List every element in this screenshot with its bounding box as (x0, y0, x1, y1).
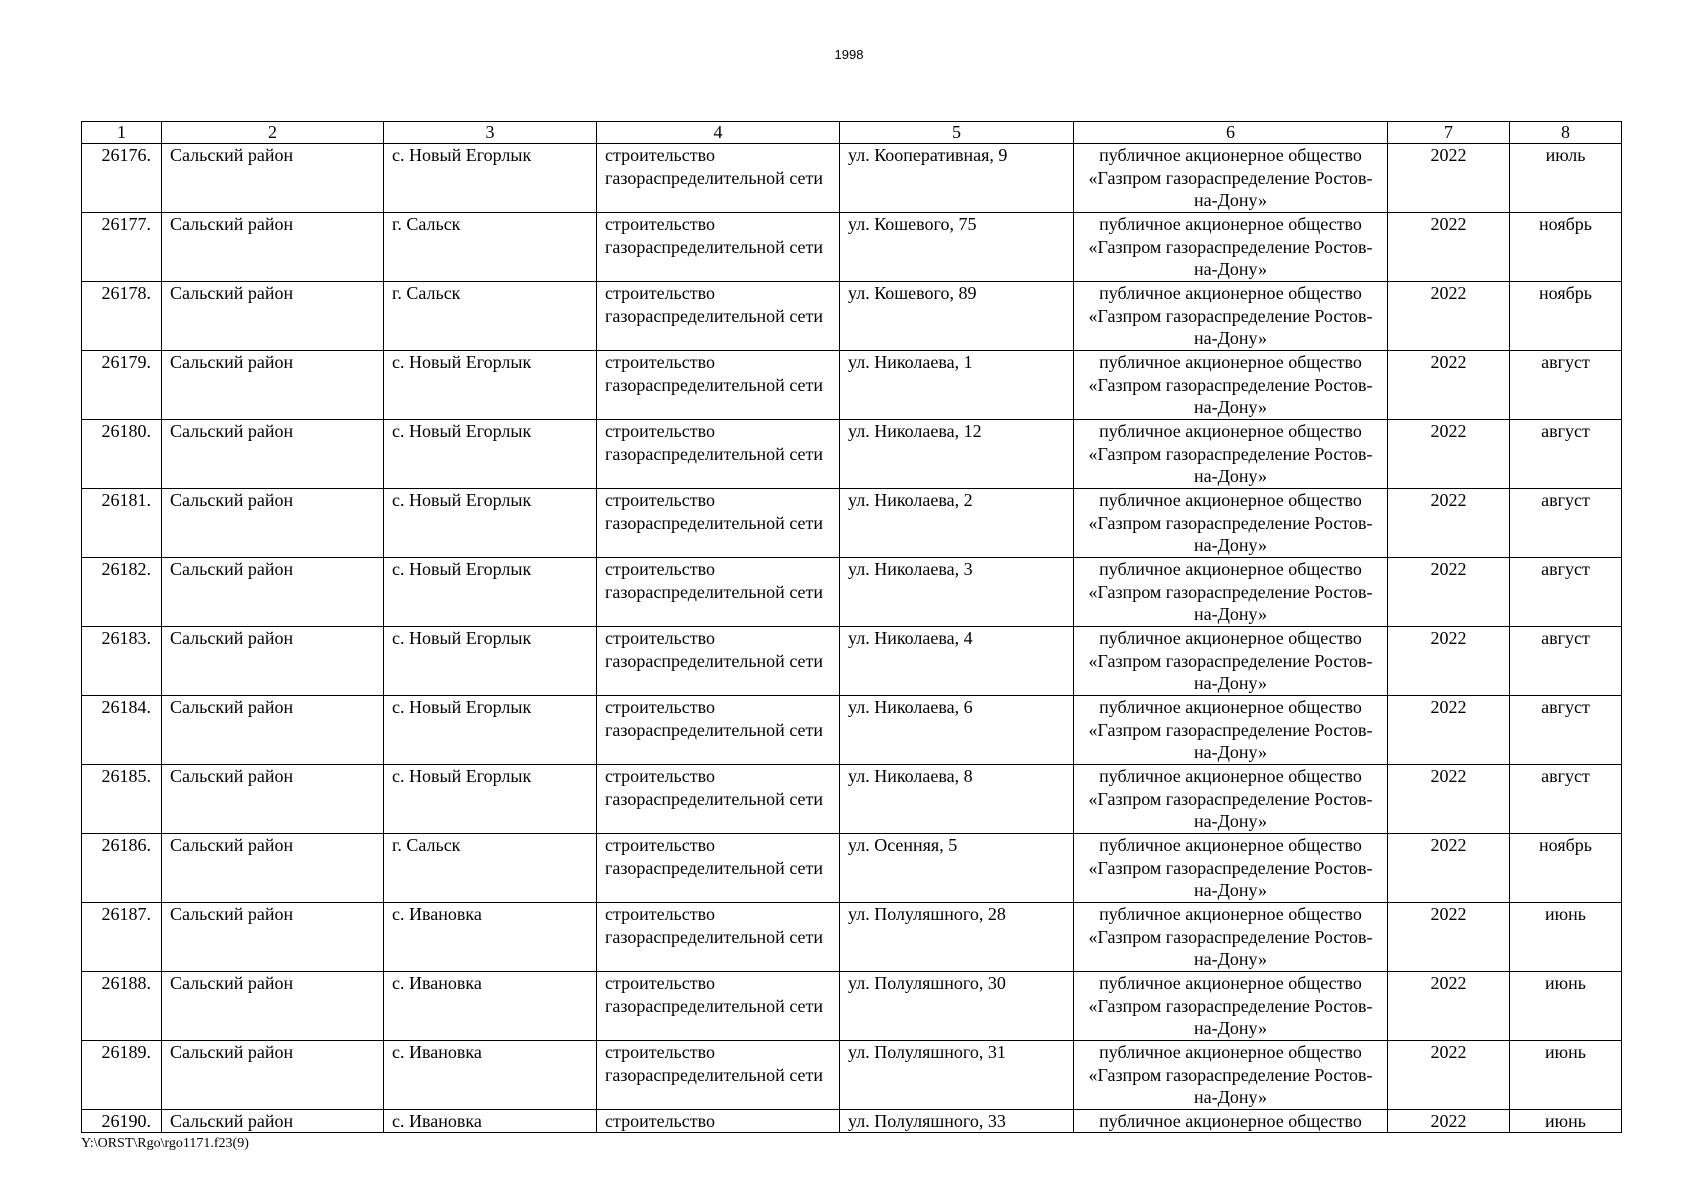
organization-cell: публичное акционерное общество «Газпром газораспределение Ростов-на-Дону» (1074, 144, 1388, 213)
year-cell: 2022 (1388, 627, 1510, 696)
address-cell: ул. Полуляшного, 28 (840, 903, 1074, 972)
register-table (81, 121, 1622, 1133)
settlement-cell: с. Новый Егорлык (384, 627, 597, 696)
address-cell: ул. Полуляшного, 33 (840, 1110, 1074, 1133)
row-number: 26180. (82, 420, 162, 489)
table-row (82, 696, 1622, 765)
year-cell: 2022 (1388, 903, 1510, 972)
district-cell: Сальский район (162, 351, 384, 420)
row-number: 26179. (82, 351, 162, 420)
table-row (82, 1110, 1622, 1133)
work-type-cell: строительство газораспределительной сети (597, 696, 840, 765)
work-type-cell: строительство газораспределительной сети (597, 558, 840, 627)
row-number: 26182. (82, 558, 162, 627)
work-type-cell: строительство газораспределительной сети (597, 765, 840, 834)
table-row (82, 489, 1622, 558)
organization-cell: публичное акционерное общество «Газпром газораспределение Ростов-на-Дону» (1074, 213, 1388, 282)
table-row (82, 144, 1622, 213)
address-cell: ул. Осенняя, 5 (840, 834, 1074, 903)
month-cell: август (1510, 420, 1622, 489)
year-cell: 2022 (1388, 1110, 1510, 1133)
district-cell: Сальский район (162, 282, 384, 351)
work-type-cell: строительство газораспределительной сети (597, 282, 840, 351)
column-header: 2 (162, 122, 384, 144)
table-row (82, 351, 1622, 420)
table-row (82, 282, 1622, 351)
work-type-cell: строительство газораспределительной сети (597, 144, 840, 213)
district-cell: Сальский район (162, 765, 384, 834)
row-number: 26185. (82, 765, 162, 834)
table-body (82, 144, 1622, 1133)
row-number: 26178. (82, 282, 162, 351)
table-row (82, 765, 1622, 834)
work-type-cell: строительство газораспределительной сети (597, 351, 840, 420)
settlement-cell: с. Новый Егорлык (384, 765, 597, 834)
address-cell: ул. Николаева, 2 (840, 489, 1074, 558)
address-cell: ул. Николаева, 6 (840, 696, 1074, 765)
row-number: 26177. (82, 213, 162, 282)
year-cell: 2022 (1388, 1041, 1510, 1110)
row-number: 26188. (82, 972, 162, 1041)
table-row (82, 558, 1622, 627)
settlement-cell: с. Новый Егорлык (384, 420, 597, 489)
settlement-cell: с. Ивановка (384, 903, 597, 972)
organization-cell: публичное акционерное общество «Газпром газораспределение Ростов-на-Дону» (1074, 420, 1388, 489)
organization-cell: публичное акционерное общество (1074, 1110, 1388, 1133)
year-cell: 2022 (1388, 558, 1510, 627)
table-row (82, 1041, 1622, 1110)
table-row (82, 213, 1622, 282)
work-type-cell: строительство газораспределительной сети (597, 489, 840, 558)
year-cell: 2022 (1388, 972, 1510, 1041)
organization-cell: публичное акционерное общество «Газпром газораспределение Ростов-на-Дону» (1074, 627, 1388, 696)
settlement-cell: с. Ивановка (384, 1041, 597, 1110)
district-cell: Сальский район (162, 144, 384, 213)
district-cell: Сальский район (162, 1110, 384, 1133)
work-type-cell: строительство газораспределительной сети (597, 1041, 840, 1110)
settlement-cell: г. Сальск (384, 282, 597, 351)
row-number: 26183. (82, 627, 162, 696)
month-cell: ноябрь (1510, 282, 1622, 351)
work-type-cell: строительство газораспределительной сети (597, 420, 840, 489)
header-row (82, 122, 1622, 144)
table-row (82, 834, 1622, 903)
month-cell: июнь (1510, 1110, 1622, 1133)
district-cell: Сальский район (162, 420, 384, 489)
address-cell: ул. Кошевого, 89 (840, 282, 1074, 351)
settlement-cell: г. Сальск (384, 834, 597, 903)
month-cell: август (1510, 558, 1622, 627)
month-cell: июль (1510, 144, 1622, 213)
row-number: 26187. (82, 903, 162, 972)
column-header: 5 (840, 122, 1074, 144)
row-number: 26181. (82, 489, 162, 558)
column-header: 6 (1074, 122, 1388, 144)
month-cell: август (1510, 765, 1622, 834)
year-cell: 2022 (1388, 213, 1510, 282)
month-cell: июнь (1510, 972, 1622, 1041)
address-cell: ул. Полуляшного, 31 (840, 1041, 1074, 1110)
column-header: 8 (1510, 122, 1622, 144)
organization-cell: публичное акционерное общество «Газпром газораспределение Ростов-на-Дону» (1074, 696, 1388, 765)
organization-cell: публичное акционерное общество «Газпром газораспределение Ростов-на-Дону» (1074, 558, 1388, 627)
column-header: 3 (384, 122, 597, 144)
address-cell: ул. Николаева, 1 (840, 351, 1074, 420)
row-number: 26189. (82, 1041, 162, 1110)
address-cell: ул. Николаева, 8 (840, 765, 1074, 834)
work-type-cell: строительство газораспределительной сети (597, 834, 840, 903)
work-type-cell: строительство газораспределительной сети (597, 972, 840, 1041)
settlement-cell: с. Ивановка (384, 972, 597, 1041)
organization-cell: публичное акционерное общество «Газпром газораспределение Ростов-на-Дону» (1074, 1041, 1388, 1110)
year-cell: 2022 (1388, 489, 1510, 558)
work-type-cell: строительство газораспределительной сети (597, 627, 840, 696)
month-cell: июнь (1510, 903, 1622, 972)
settlement-cell: с. Ивановка (384, 1110, 597, 1133)
district-cell: Сальский район (162, 213, 384, 282)
address-cell: ул. Кошевого, 75 (840, 213, 1074, 282)
district-cell: Сальский район (162, 627, 384, 696)
work-type-cell: строительство (597, 1110, 840, 1133)
year-cell: 2022 (1388, 834, 1510, 903)
month-cell: август (1510, 696, 1622, 765)
district-cell: Сальский район (162, 903, 384, 972)
settlement-cell: с. Новый Егорлык (384, 696, 597, 765)
column-header: 4 (597, 122, 840, 144)
table-row (82, 420, 1622, 489)
year-cell: 2022 (1388, 696, 1510, 765)
table-row (82, 972, 1622, 1041)
work-type-cell: строительство газораспределительной сети (597, 903, 840, 972)
organization-cell: публичное акционерное общество «Газпром газораспределение Ростов-на-Дону» (1074, 765, 1388, 834)
month-cell: август (1510, 627, 1622, 696)
file-path: Y:\ORST\Rgo\rgo1171.f23(9) (81, 1136, 249, 1151)
year-cell: 2022 (1388, 351, 1510, 420)
table-row (82, 627, 1622, 696)
month-cell: июнь (1510, 1041, 1622, 1110)
organization-cell: публичное акционерное общество «Газпром газораспределение Ростов-на-Дону» (1074, 282, 1388, 351)
organization-cell: публичное акционерное общество «Газпром газораспределение Ростов-на-Дону» (1074, 489, 1388, 558)
column-header: 7 (1388, 122, 1510, 144)
settlement-cell: с. Новый Егорлык (384, 144, 597, 213)
organization-cell: публичное акционерное общество «Газпром газораспределение Ростов-на-Дону» (1074, 834, 1388, 903)
organization-cell: публичное акционерное общество «Газпром газораспределение Ростов-на-Дону» (1074, 351, 1388, 420)
district-cell: Сальский район (162, 696, 384, 765)
address-cell: ул. Николаева, 3 (840, 558, 1074, 627)
row-number: 26186. (82, 834, 162, 903)
address-cell: ул. Николаева, 4 (840, 627, 1074, 696)
column-header: 1 (82, 122, 162, 144)
page-number: 1998 (834, 47, 864, 62)
year-cell: 2022 (1388, 420, 1510, 489)
row-number: 26176. (82, 144, 162, 213)
work-type-cell: строительство газораспределительной сети (597, 213, 840, 282)
district-cell: Сальский район (162, 558, 384, 627)
settlement-cell: с. Новый Егорлык (384, 351, 597, 420)
district-cell: Сальский район (162, 489, 384, 558)
address-cell: ул. Николаева, 12 (840, 420, 1074, 489)
address-cell: ул. Кооперативная, 9 (840, 144, 1074, 213)
row-number: 26190. (82, 1110, 162, 1133)
settlement-cell: с. Новый Егорлык (384, 558, 597, 627)
month-cell: ноябрь (1510, 834, 1622, 903)
settlement-cell: с. Новый Егорлык (384, 489, 597, 558)
district-cell: Сальский район (162, 1041, 384, 1110)
table-header (82, 122, 1622, 144)
address-cell: ул. Полуляшного, 30 (840, 972, 1074, 1041)
organization-cell: публичное акционерное общество «Газпром газораспределение Ростов-на-Дону» (1074, 972, 1388, 1041)
row-number: 26184. (82, 696, 162, 765)
settlement-cell: г. Сальск (384, 213, 597, 282)
month-cell: август (1510, 489, 1622, 558)
month-cell: ноябрь (1510, 213, 1622, 282)
month-cell: август (1510, 351, 1622, 420)
organization-cell: публичное акционерное общество «Газпром газораспределение Ростов-на-Дону» (1074, 903, 1388, 972)
district-cell: Сальский район (162, 834, 384, 903)
year-cell: 2022 (1388, 282, 1510, 351)
year-cell: 2022 (1388, 765, 1510, 834)
district-cell: Сальский район (162, 972, 384, 1041)
year-cell: 2022 (1388, 144, 1510, 213)
table-row (82, 903, 1622, 972)
